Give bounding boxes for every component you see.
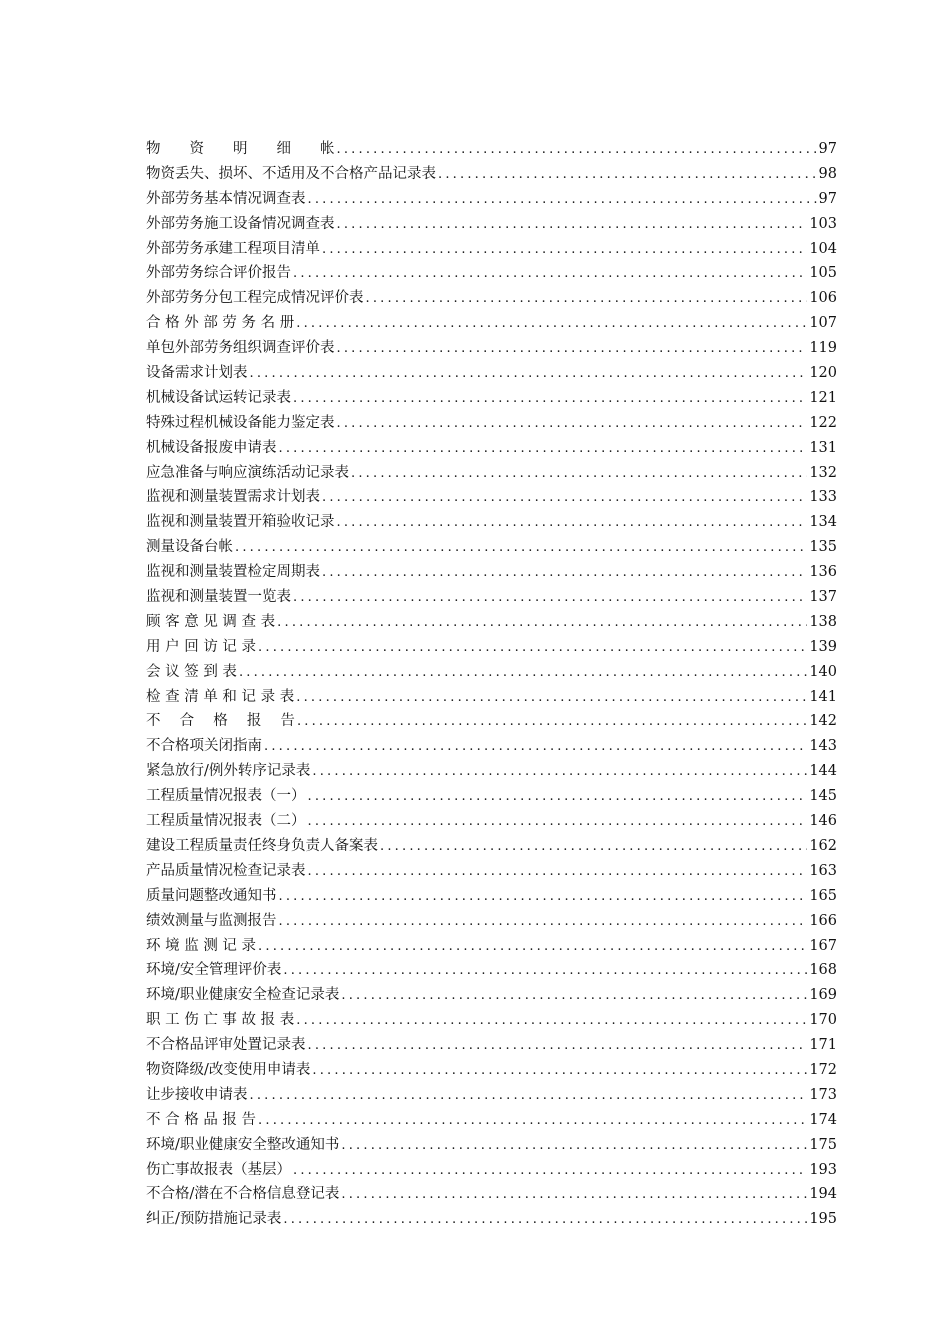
toc-entry-page: 165 xyxy=(809,887,837,904)
toc-dot-leader xyxy=(293,262,807,286)
toc-dot-leader xyxy=(341,984,807,1008)
toc-entry[interactable] xyxy=(146,934,837,959)
table-of-contents xyxy=(146,137,837,1232)
toc-dot-leader xyxy=(337,337,808,361)
toc-dot-leader xyxy=(277,611,807,635)
toc-entry[interactable] xyxy=(146,1158,837,1183)
toc-entry-title: 机械设备报废申请表 xyxy=(146,439,277,456)
toc-entry-page: 140 xyxy=(809,663,837,680)
toc-entry[interactable] xyxy=(146,834,837,859)
toc-entry-page: 195 xyxy=(809,1211,837,1228)
toc-entry-title: 物资降级/改变使用申请表 xyxy=(146,1061,311,1078)
toc-entry-page: 162 xyxy=(809,837,837,854)
toc-entry[interactable] xyxy=(146,187,837,212)
toc-entry[interactable] xyxy=(146,983,837,1008)
toc-entry-page: 171 xyxy=(809,1037,837,1054)
toc-entry-page: 170 xyxy=(809,1012,837,1029)
toc-entry-page: 134 xyxy=(809,514,837,531)
toc-entry[interactable] xyxy=(146,535,837,560)
toc-entry[interactable] xyxy=(146,261,837,286)
toc-dot-leader xyxy=(250,362,808,386)
toc-entry-title: 测量设备台帐 xyxy=(146,539,233,556)
toc-dot-leader xyxy=(337,511,808,535)
toc-entry[interactable] xyxy=(146,909,837,934)
toc-entry-page: 167 xyxy=(809,937,837,954)
toc-dot-leader xyxy=(337,412,808,436)
toc-entry-title: 让步接收申请表 xyxy=(146,1086,248,1103)
toc-dot-leader xyxy=(293,387,807,411)
toc-entry-page: 104 xyxy=(809,240,837,257)
toc-entry-title: 机械设备试运转记录表 xyxy=(146,389,291,406)
toc-dot-leader xyxy=(308,785,808,809)
toc-entry-title: 用 户 回 访 记 录 xyxy=(146,638,257,655)
toc-dot-leader xyxy=(293,586,807,610)
toc-entry-page: 106 xyxy=(809,290,837,307)
toc-entry-title: 物 资 明 细 帐 xyxy=(146,141,335,157)
toc-entry-page: 193 xyxy=(809,1161,837,1178)
toc-entry-title: 检 查 清 单 和 记 录 表 xyxy=(146,688,295,705)
toc-dot-leader xyxy=(308,188,817,212)
toc-dot-leader xyxy=(279,885,808,909)
toc-dot-leader xyxy=(250,1084,808,1108)
toc-dot-leader xyxy=(312,1059,807,1083)
toc-entry-page: 175 xyxy=(809,1136,837,1153)
toc-entry-page: 138 xyxy=(809,613,837,630)
toc-entry[interactable] xyxy=(146,734,837,759)
toc-dot-leader xyxy=(308,860,808,884)
toc-dot-leader xyxy=(293,1159,807,1183)
toc-dot-leader xyxy=(235,536,807,560)
toc-entry[interactable] xyxy=(146,386,837,411)
toc-entry[interactable] xyxy=(146,286,837,311)
toc-entry-page: 169 xyxy=(809,987,837,1004)
toc-dot-leader xyxy=(296,1009,807,1033)
toc-entry[interactable] xyxy=(146,560,837,585)
toc-entry[interactable] xyxy=(146,685,837,710)
toc-dot-leader xyxy=(380,835,807,859)
toc-dot-leader xyxy=(322,486,807,510)
toc-entry[interactable] xyxy=(146,212,837,237)
toc-entry[interactable] xyxy=(146,1108,837,1133)
toc-entry-page: 141 xyxy=(809,688,837,705)
toc-entry-page: 131 xyxy=(809,439,837,456)
toc-dot-leader xyxy=(438,163,817,187)
toc-entry-title: 环境/安全管理评价表 xyxy=(146,962,282,979)
toc-entry-title: 不合格品评审处置记录表 xyxy=(146,1037,306,1054)
toc-entry-page: 97 xyxy=(818,190,837,207)
toc-entry[interactable] xyxy=(146,1133,837,1158)
toc-entry[interactable] xyxy=(146,1182,837,1207)
toc-entry-page: 119 xyxy=(809,340,837,357)
toc-entry-page: 98 xyxy=(818,165,837,182)
toc-dot-leader xyxy=(337,138,817,162)
toc-dot-leader xyxy=(322,561,807,585)
toc-entry[interactable] xyxy=(146,1008,837,1033)
toc-entry[interactable] xyxy=(146,436,837,461)
toc-entry-page: 107 xyxy=(809,315,837,332)
toc-entry-title: 外部劳务承建工程项目清单 xyxy=(146,240,320,257)
toc-entry-page: 121 xyxy=(809,389,837,406)
toc-entry[interactable] xyxy=(146,660,837,685)
toc-entry-page: 139 xyxy=(809,638,837,655)
toc-dot-leader xyxy=(279,910,808,934)
toc-entry[interactable] xyxy=(146,1207,837,1232)
toc-entry-title: 产品质量情况检查记录表 xyxy=(146,862,306,879)
toc-entry-title: 紧急放行/例外转序记录表 xyxy=(146,763,311,780)
toc-entry[interactable] xyxy=(146,336,837,361)
toc-entry-title: 监视和测量装置检定周期表 xyxy=(146,564,320,581)
toc-entry-title: 监视和测量装置开箱验收记录 xyxy=(146,514,335,531)
toc-entry-page: 145 xyxy=(809,788,837,805)
toc-entry-page: 137 xyxy=(809,589,837,606)
toc-dot-leader xyxy=(296,312,807,336)
toc-dot-leader xyxy=(312,760,807,784)
toc-entry[interactable] xyxy=(146,709,837,734)
toc-entry-page: 133 xyxy=(809,489,837,506)
toc-entry-title: 环境/职业健康安全整改通知书 xyxy=(146,1136,340,1153)
toc-dot-leader xyxy=(279,437,808,461)
toc-entry-title: 不 合 格 报 告 xyxy=(146,713,295,730)
toc-entry-page: 194 xyxy=(809,1186,837,1203)
toc-dot-leader xyxy=(337,213,808,237)
toc-entry-title: 建设工程质量责任终身负责人备案表 xyxy=(146,837,378,854)
toc-entry-title: 特殊过程机械设备能力鉴定表 xyxy=(146,414,335,431)
toc-entry-title: 应急准备与响应演练活动记录表 xyxy=(146,464,349,481)
toc-dot-leader xyxy=(308,810,808,834)
toc-entry-title: 不合格/潜在不合格信息登记表 xyxy=(146,1186,340,1203)
toc-entry-title: 伤亡事故报表（基层） xyxy=(146,1161,291,1178)
toc-entry-page: 163 xyxy=(809,862,837,879)
toc-entry-page: 132 xyxy=(809,464,837,481)
toc-dot-leader xyxy=(366,287,808,311)
toc-entry[interactable] xyxy=(146,137,837,162)
toc-entry[interactable] xyxy=(146,237,837,262)
toc-entry-page: 166 xyxy=(809,912,837,929)
toc-dot-leader xyxy=(296,686,807,710)
toc-entry[interactable] xyxy=(146,510,837,535)
toc-entry[interactable] xyxy=(146,759,837,784)
toc-entry-title: 监视和测量装置一览表 xyxy=(146,589,291,606)
toc-entry-page: 174 xyxy=(809,1111,837,1128)
toc-entry-title: 工程质量情况报表（一） xyxy=(146,788,306,805)
toc-entry-title: 纠正/预防措施记录表 xyxy=(146,1211,282,1228)
toc-entry[interactable] xyxy=(146,585,837,610)
toc-entry-title: 环 境 监 测 记 录 xyxy=(146,937,257,954)
toc-entry-page: 146 xyxy=(809,813,837,830)
toc-entry-title: 物资丢失、损坏、不适用及不合格产品记录表 xyxy=(146,165,436,182)
toc-entry-title: 外部劳务施工设备情况调查表 xyxy=(146,215,335,232)
toc-entry[interactable] xyxy=(146,311,837,336)
toc-entry-page: 144 xyxy=(809,763,837,780)
toc-entry-title: 外部劳务分包工程完成情况评价表 xyxy=(146,290,364,307)
toc-entry-page: 105 xyxy=(809,265,837,282)
toc-entry-title: 顾 客 意 见 调 查 表 xyxy=(146,613,276,630)
toc-entry[interactable] xyxy=(146,411,837,436)
toc-entry[interactable] xyxy=(146,162,837,187)
toc-entry[interactable] xyxy=(146,361,837,386)
toc-dot-leader xyxy=(283,1208,807,1232)
toc-dot-leader xyxy=(239,661,807,685)
toc-entry[interactable] xyxy=(146,635,837,660)
toc-entry-title: 合 格 外 部 劳 务 名 册 xyxy=(146,315,295,332)
toc-entry-page: 168 xyxy=(809,962,837,979)
toc-entry-title: 外部劳务基本情况调查表 xyxy=(146,190,306,207)
toc-entry-page: 135 xyxy=(809,539,837,556)
toc-dot-leader xyxy=(264,735,807,759)
toc-dot-leader xyxy=(258,1109,807,1133)
toc-entry-title: 会 议 签 到 表 xyxy=(146,663,237,680)
toc-entry-title: 工程质量情况报表（二） xyxy=(146,813,306,830)
toc-entry[interactable] xyxy=(146,809,837,834)
toc-entry-page: 142 xyxy=(809,713,837,730)
toc-dot-leader xyxy=(351,462,807,486)
toc-entry-title: 单包外部劳务组织调查评价表 xyxy=(146,340,335,357)
toc-entry[interactable] xyxy=(146,859,837,884)
toc-entry-title: 不 合 格 品 报 告 xyxy=(146,1111,257,1128)
toc-dot-leader xyxy=(308,1034,808,1058)
toc-entry[interactable] xyxy=(146,1083,837,1108)
toc-entry-page: 122 xyxy=(809,414,837,431)
toc-entry[interactable] xyxy=(146,1058,837,1083)
toc-dot-leader xyxy=(297,710,807,734)
toc-entry[interactable] xyxy=(146,461,837,486)
toc-entry-title: 不合格项关闭指南 xyxy=(146,738,262,755)
toc-entry-page: 120 xyxy=(809,365,837,382)
toc-entry[interactable] xyxy=(146,1033,837,1058)
toc-entry-title: 绩效测量与监测报告 xyxy=(146,912,277,929)
toc-entry[interactable] xyxy=(146,784,837,809)
toc-dot-leader xyxy=(341,1134,807,1158)
toc-entry-title: 设备需求计划表 xyxy=(146,365,248,382)
toc-dot-leader xyxy=(341,1183,807,1207)
toc-entry[interactable] xyxy=(146,485,837,510)
toc-entry-page: 136 xyxy=(809,564,837,581)
toc-entry[interactable] xyxy=(146,610,837,635)
toc-dot-leader xyxy=(258,935,807,959)
toc-entry[interactable] xyxy=(146,958,837,983)
toc-entry-page: 103 xyxy=(809,215,837,232)
toc-entry-page: 172 xyxy=(809,1061,837,1078)
toc-entry-page: 143 xyxy=(809,738,837,755)
toc-entry-title: 外部劳务综合评价报告 xyxy=(146,265,291,282)
toc-dot-leader xyxy=(322,238,807,262)
toc-dot-leader xyxy=(258,636,807,660)
toc-entry-title: 环境/职业健康安全检查记录表 xyxy=(146,987,340,1004)
toc-entry-page: 97 xyxy=(818,141,837,157)
toc-dot-leader xyxy=(283,959,807,983)
toc-entry-title: 质量问题整改通知书 xyxy=(146,887,277,904)
toc-entry-title: 职 工 伤 亡 事 故 报 表 xyxy=(146,1012,295,1029)
toc-entry-page: 173 xyxy=(809,1086,837,1103)
toc-entry[interactable] xyxy=(146,884,837,909)
toc-entry-title: 监视和测量装置需求计划表 xyxy=(146,489,320,506)
